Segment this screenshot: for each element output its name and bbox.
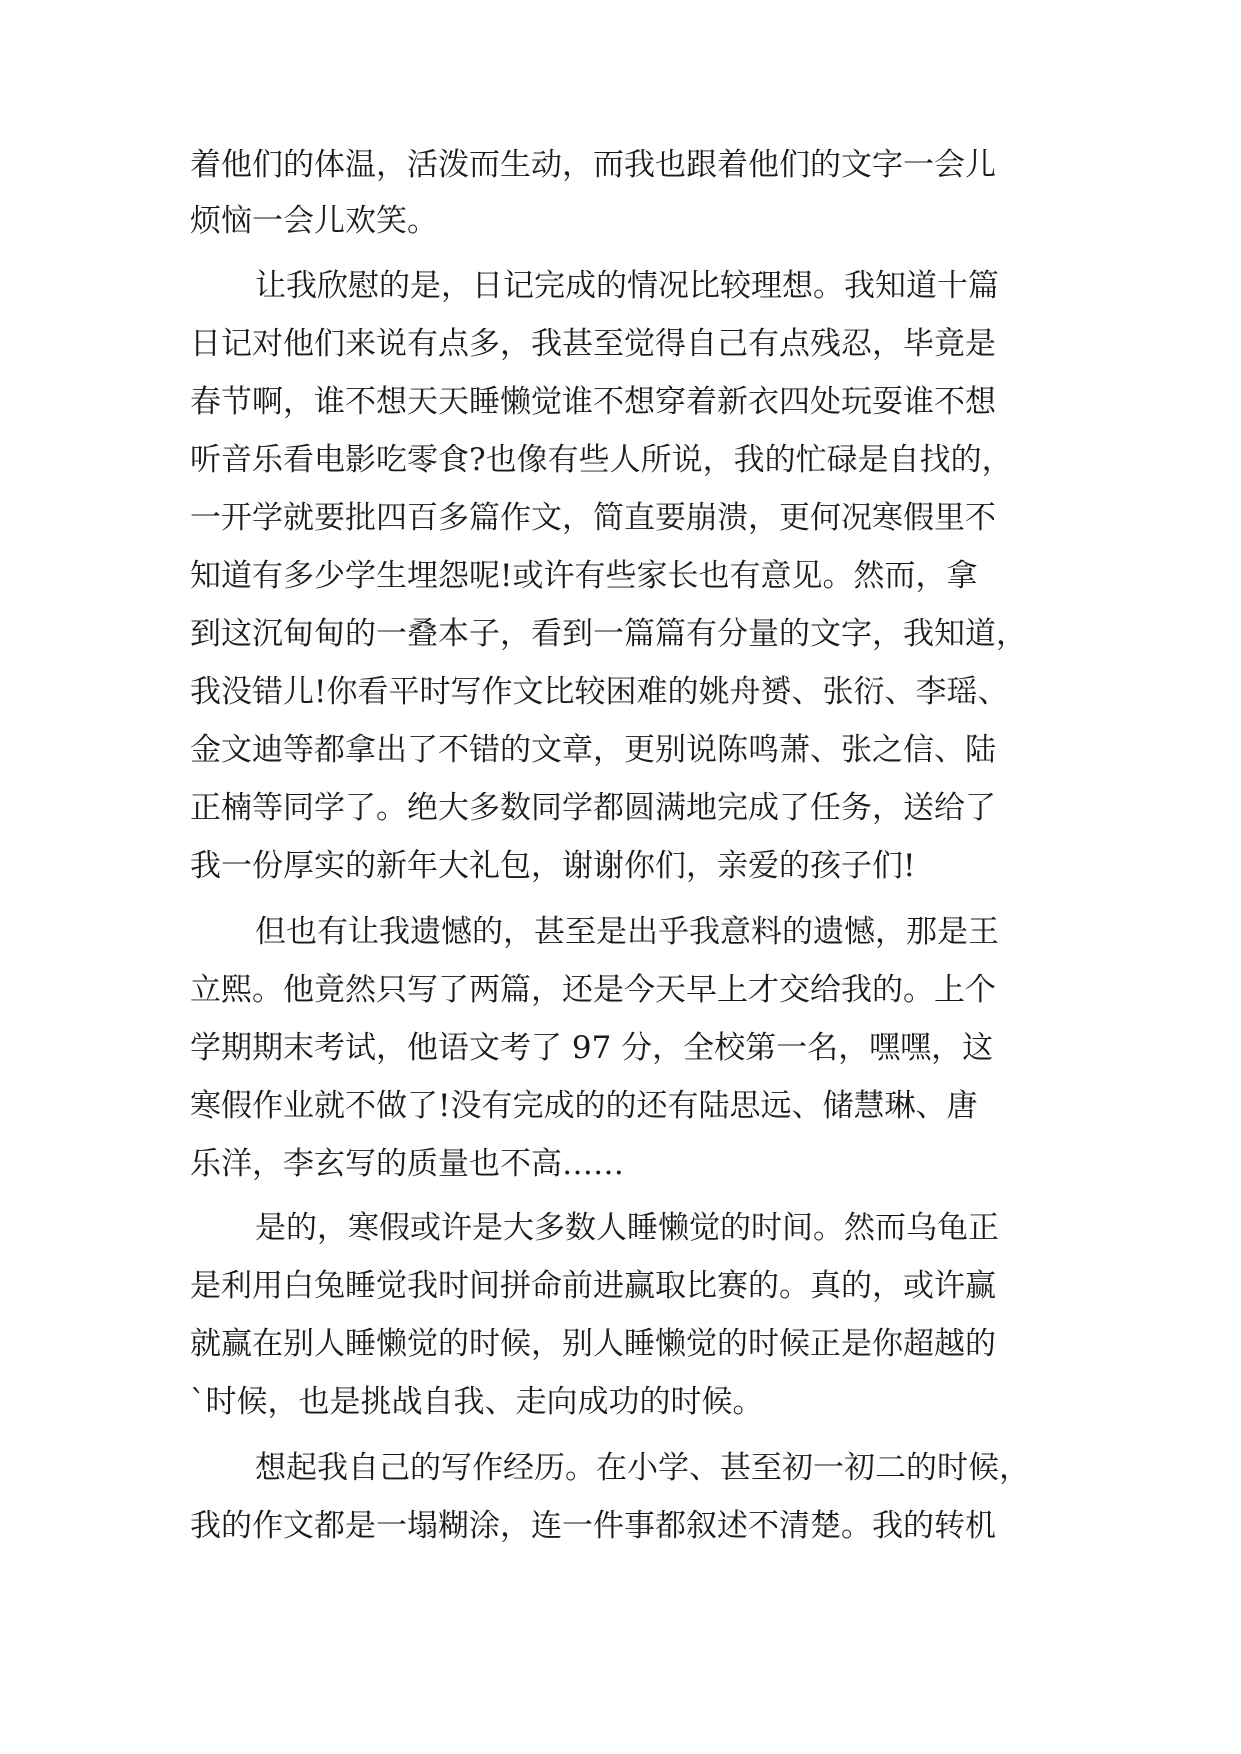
text-line: 到这沉甸甸的一叠本子，看到一篇篇有分量的文字，我知道， [190,616,1027,652]
paragraph-start-line: 但也有让我遗憾的，甚至是出乎我意料的遗憾，那是王 [255,914,999,950]
text-line: 乐洋，李玄写的质量也不高…… [190,1146,624,1182]
text-line: `时候，也是挑战自我、走向成功的时候。 [190,1384,764,1420]
text-line: 日记对他们来说有点多，我甚至觉得自己有点残忍，毕竟是 [190,326,996,362]
text-line: 寒假作业就不做了!没有完成的的还有陆思远、储慧琳、唐 [190,1088,978,1124]
text-line: 金文迪等都拿出了不错的文章，更别说陈鸣萧、张之信、陆 [190,732,996,768]
text-line: 就赢在别人睡懒觉的时候，别人睡懒觉的时候正是你超越的 [190,1326,996,1362]
text-line: 我一份厚实的新年大礼包，谢谢你们，亲爱的孩子们! [190,848,916,884]
text-line: 烦恼一会儿欢笑。 [190,203,438,239]
text-line: 立熙。他竟然只写了两篇，还是今天早上才交给我的。上个 [190,972,996,1008]
paragraph-start-line: 让我欣慰的是，日记完成的情况比较理想。我知道十篇 [255,268,999,304]
text-line: 我的作文都是一塌糊涂，连一件事都叙述不清楚。我的转机 [190,1508,996,1544]
text-line: 正楠等同学了。绝大多数同学都圆满地完成了任务，送给了 [190,790,996,826]
text-line: 着他们的体温，活泼而生动，而我也跟着他们的文字一会儿 [190,147,996,183]
text-line: 听音乐看电影吃零食?也像有些人所说，我的忙碌是自找的， [190,442,1013,478]
text-line: 我没错儿!你看平时写作文比较困难的姚舟赟、张衍、李瑶、 [190,674,1009,710]
paragraph-start-line: 想起我自己的写作经历。在小学、甚至初一初二的时候， [255,1450,1030,1486]
text-line: 一开学就要批四百多篇作文，简直要崩溃，更何况寒假里不 [190,500,996,536]
paragraph-start-line: 是的，寒假或许是大多数人睡懒觉的时间。然而乌龟正 [255,1210,999,1246]
text-line: 学期期末考试，他语文考了 97 分，全校第一名，嘿嘿，这 [190,1030,994,1066]
text-line: 春节啊，谁不想天天睡懒觉谁不想穿着新衣四处玩耍谁不想 [190,384,996,420]
text-line: 知道有多少学生埋怨呢!或许有些家长也有意见。然而，拿 [190,558,978,594]
text-line: 是利用白兔睡觉我时间拼命前进赢取比赛的。真的，或许赢 [190,1268,996,1304]
